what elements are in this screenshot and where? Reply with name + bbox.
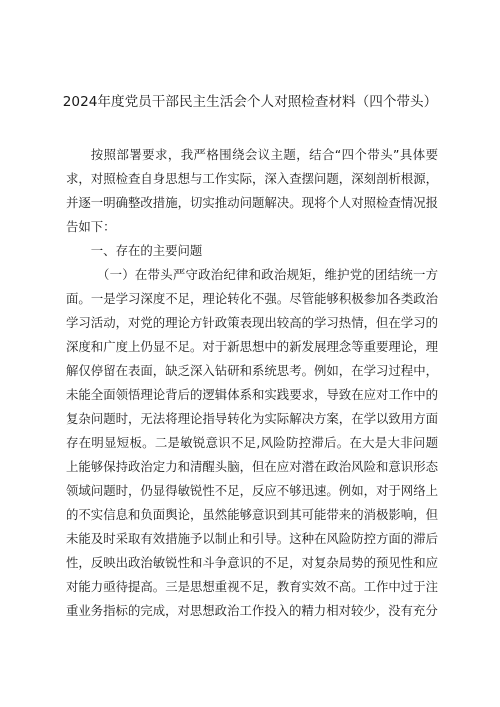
subsection-paragraph — [66, 263, 438, 623]
subsection-body-text: 一是学习深度不足，理论转化不强。尽管能够积极参加各类政治学习活动，对党的理论方针政策表现出较高的学习热情，但在学习的深度和广度上仍显不足。对于新思想中的新发展理念等重要理论，理解仅停留在表面，缺乏深入钻研和系统思考。例如，在学习过程中，未能全面领悟理论背后的逻辑体系和实践要求，导致在应对工作中的复杂问题时，无法将理论指导转化为实际解决方案，在学以致用方面存在明显短板。二是敏锐意识不足,风险防控滞后。在大是大非问题上能够保持政治定力和清醒头脑，但在应对潜在政治风险和意识形态领域问题时，仍显得敏锐性不足，反应不够迅速。例如，对于网络上的不实信息和负面舆论，虽然能够意识到其可能带来的消极影响，但未能及时采取有效措施予以制止和引导。这种在风险防控方面的滞后性，反映出政治敏锐性和斗争意识的不足，对复杂局势的预见性和应对能力亟待提高。三是思想重视不足，教育实效不高。工作中过于注重业务指标的完成，对思想政治工作投入的精力相对较少，没有充分 — [66, 291, 439, 618]
section-heading-problems: 一、存在的主要问题 — [90, 243, 203, 258]
intro-paragraph: 按照部署要求，我严格围绕会议主题，结合“四个带头”具体要求，对照检查自身思想与工作实际，深入查摆问题，深刻剖析根源，并逐一明确整改措施，切实推动问题解决。现将个人对照检查情况报告如下： — [66, 147, 438, 234]
document-body — [66, 143, 438, 623]
subsection-heading: （一）在带头严守政治纪律和政治规矩，维护党的团结统一方面。 — [66, 267, 438, 306]
document-title: 2024年度党员干部民主生活会个人对照检查材料（四个带头） — [62, 94, 438, 110]
